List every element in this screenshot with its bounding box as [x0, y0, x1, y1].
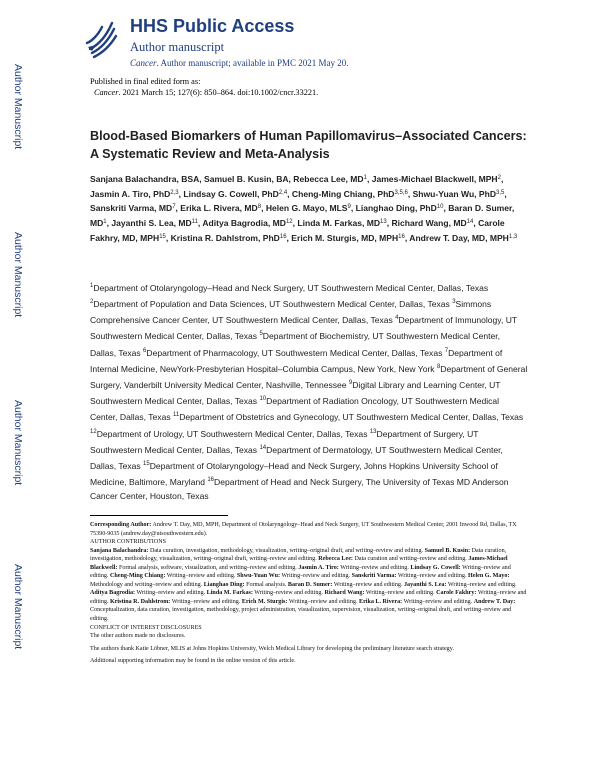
disclosures-heading: CONFLICT OF INTEREST DISCLOSURES	[90, 624, 202, 631]
affiliation: $^9$Digital Library and Learning Center, UT Southwestern Medical Center, Dallas, Texas	[90, 379, 501, 407]
affiliation: $^3$Simmons Comprehensive Cancer Center, UT Southwestern Medical Center, Dallas, Texas	[90, 299, 492, 326]
affiliation: $^{11}$Department of Obstetrics and Gynecology, UT Southwestern Medical Center, Dallas, Texas	[172, 412, 524, 423]
author-name: Rebecca Lee, $MD^1$	[293, 174, 367, 184]
acknowledgment-text: The authors thank Katie Löbner, MLIS at Johns Hopkins University, Welch Medical Library for developing the preliminary literature search strategy.	[90, 645, 454, 652]
contributor-name: Samuel B. Kusin:	[424, 547, 471, 554]
author-name: Lianghao Ding, PhD$^{10}$	[355, 203, 444, 214]
contributions-heading: AUTHOR CONTRIBUTIONS	[90, 539, 167, 546]
author-name: Baran D. Sumer, $MD^1$	[90, 203, 515, 229]
contributor-name: Sanskriti Varma:	[351, 573, 397, 580]
pmc-availability: Cancer. Author manuscript; available in PMC 2021 May 20.	[130, 58, 349, 68]
author-name: James-Michael Blackwell, MPH$^2$	[371, 174, 501, 184]
footnote-divider	[90, 515, 228, 516]
contributor-name: Jayanthi S. Lea:	[404, 581, 447, 588]
contributor-name: Cheng-Ming Chiang:	[109, 573, 166, 580]
affiliation: $^4$Department of Immunology, UT Southwestern Medical Center, Dallas, Texas	[90, 315, 517, 342]
affiliation: $^5$Department of Biochemistry, UT Southwestern Medical Center, Dallas, Texas	[90, 331, 500, 358]
contributor-name: Lianghao Ding:	[203, 581, 245, 588]
correspondence-note: Corresponding Author: Andrew T. Day, MD, MPH, Department of Otolaryngology–Head and Neck Surgery, UT Southwestern Medical Center, 2001 Inwood Rd, Dallas, TX 75390-9035 (andrew.day@utsouthwestern.edu).	[90, 522, 517, 537]
affiliation: $^{12}$Department of Urology, UT Southwestern Medical Center, Dallas, Texas	[90, 428, 368, 439]
contributor-name: Sanjana Balachandra:	[90, 547, 149, 554]
affiliation: $^6$Department of Pharmacology, UT Southwestern Medical Center, Dallas, Texas	[143, 347, 443, 358]
author-name: Helen G. Mayo, MLS$^9$	[265, 203, 351, 214]
affiliation: $^{15}$Department of Otolaryngology–Head and Neck Surgery, Johns Hopkins University School of Medicine, Baltimore, Maryland	[90, 460, 498, 488]
hhs-public-access-title: HHS Public Access	[130, 16, 295, 36]
affiliation: $^1$Department of Otolaryngology–Head and Neck Surgery, UT Southwestern Medical Center, Dallas, Texas	[90, 282, 489, 293]
contributor-name: Erika L. Rivera:	[359, 598, 403, 605]
contributor-name: Aditya Bagrodia:	[90, 590, 136, 597]
author-name: Lindsay G. Cowell, PhD$^{2,4}$	[183, 188, 288, 199]
contributor-name: Carole Fakhry:	[436, 590, 477, 597]
sidebar-author-manuscript: Author Manuscript	[12, 64, 24, 150]
contributor-name: Lindsay G. Cowell:	[410, 564, 461, 571]
author-name: Shwu-Yuan Wu, PhD$^{3,5}$	[412, 188, 505, 199]
contributor-name: Kristina R. Dahlstrom:	[109, 598, 171, 605]
affiliation: $^{16}$Department of Head and Neck Surgery, The University of Texas MD Anderson Cancer Center, Houston, Texas	[90, 477, 509, 502]
contributor-name: Linda M. Farkas:	[206, 590, 253, 597]
contributor-name: Baran D. Sumer:	[287, 581, 333, 588]
author-name: Sanjana Balachandra, BSA	[90, 174, 200, 184]
author-name: Jasmin A. Tiro, PhD$^{2,3}$	[90, 188, 179, 199]
disclosures-text: The other authors made no disclosures.	[90, 633, 186, 640]
contributor-name: Erich M. Sturgis:	[241, 598, 288, 605]
affiliation: $^{14}$Department of Dermatology, UT Southwestern Medical Center, Dallas, Texas	[90, 444, 503, 471]
footnotes	[90, 521, 530, 666]
author-name: Aditya Bagrodia, MD$^{12}$	[202, 218, 293, 229]
author-manuscript-label: Author manuscript	[130, 40, 225, 54]
contributor-name: Jasmin A. Tiro:	[298, 564, 339, 571]
affiliation: $^2$Department of Population and Data Sciences, UT Southwestern Medical Center, Dallas, Texas	[90, 299, 450, 310]
contributor-name: Helen G. Mayo:	[468, 573, 510, 580]
publication-info: Published in final edited form as: Cancer. 2021 March 15; 127(6): 850–864. doi:10.1002/cncr.33221.	[90, 77, 319, 97]
contributor-name: James-Michael Blackwell:	[90, 556, 508, 571]
sidebar-author-manuscript: Author Manuscript	[12, 400, 24, 486]
contributor-name: Richard Wang:	[324, 590, 365, 597]
affiliation: $^7$Department of Internal Medicine, NewYork-Presbyterian Hospital–Columbia Campus, New York, New York	[90, 347, 503, 374]
hhs-eagle-logo	[84, 19, 118, 59]
contributor-name: Andrew T. Day:	[473, 598, 516, 605]
author-list: Sanjana Balachandra, BSA, Samuel B. Kusin, BA, Rebecca Lee, $MD^1$, James-Michael Blackwell, MPH$^2$, Jasmin A. Tiro, PhD$^{2,3}$, Lindsay G. Cowell, PhD$^{2,4}$, Cheng-Ming Chiang, PhD$^{3,5,6}$, Shwu-Yuan Wu, PhD$^{3,5}$, Sanskriti Varma, $MD^7$, Erika L. Rivera, $MD^8$, Helen G. Mayo, MLS$^9$, Lianghao Ding, PhD$^{10}$, Baran D. Sumer, $MD^1$, Jayanthi S. Lea, MD$^{11}$, Aditya Bagrodia, MD$^{12}$, Linda M. Farkas, MD$^{13}$, Richard Wang, MD$^{14}$, Carole Fakhry, MD, MPH$^{15}$, Kristina R. Dahlstrom, PhD$^{16}$, Erich M. Sturgis, MD, MPH$^{16}$, Andrew T. Day, MD, MPH$^{1,3}$	[90, 174, 518, 243]
contributor-name: Shwu-Yuan Wu:	[236, 573, 280, 580]
affiliation: $^8$Department of General Surgery, Vanderbilt University Medical Center, Nashville, Tennessee	[90, 363, 528, 390]
author-name: Erich M. Sturgis, MD, MPH$^{16}$	[291, 232, 405, 243]
sidebar-author-manuscript: Author Manuscript	[12, 564, 24, 650]
affiliations	[90, 279, 528, 504]
author-name: Erika L. Rivera, $MD^8$	[180, 203, 262, 214]
author-name: Sanskriti Varma, $MD^7$	[90, 203, 176, 214]
author-name: Richard Wang, MD$^{14}$	[391, 218, 474, 229]
affiliation: $^{13}$Department of Surgery, UT Southwestern Medical Center, Dallas, Texas	[90, 428, 479, 455]
author-name: Kristina R. Dahlstrom, PhD$^{16}$	[170, 232, 287, 243]
author-name: Samuel B. Kusin, BA	[204, 174, 289, 184]
author-name: Jayanthi S. Lea, MD$^{11}$	[111, 218, 198, 229]
author-name: Linda M. Farkas, MD$^{13}$	[297, 218, 387, 229]
contributions-text: Sanjana Balachandra: Data curation, investigation, methodology, visualization, writing–original draft, and writing–review and editing. Samuel B. Kusin: Data curation, investigation, methodology, visualization, writing–original draft, writing–review and editing. Rebecca Lee: Data curation and writing–review and editing. James-Michael Blackwell: Formal analysis, software, visualization, and writing–review and editing. Jasmin A. Tiro: Writing–review and editing. Lindsay G. Cowell: Writing–review and editing. Cheng-Ming Chiang: Writing–review and editing. Shwu-Yuan Wu: Writing–review and editing. Sanskriti Varma: Writing–review and editing. Helen G. Mayo: Methodology and writing–review and editing. Lianghao Ding: Formal analysis. Baran D. Sumer: Writing–review and editing. Jayanthi S. Lea: Writing–review and editing. Aditya Bagrodia: Writing–review and editing. Linda M. Farkas: Writing–review and editing. Richard Wang: Writing–review and editing. Carole Fakhry: Writing–review and editing. Kristina R. Dahlstrom: Writing–review and editing. Erich M. Sturgis: Writing–review and editing. Erika L. Rivera: Writing–review and editing. Andrew T. Day: Conceptualization, data curation, investigation, methodology, project administration, visualization, supervision, visualization, writing–original draft, and writing–review and editing.	[90, 547, 527, 623]
contributor-name: Rebecca Lee:	[318, 556, 353, 563]
supporting-info-text: Additional supporting information may be found in the online version of this article.	[90, 658, 296, 665]
affiliation: $^{10}$Department of Radiation Oncology, UT Southwestern Medical Center, Dallas, Texas	[90, 396, 500, 423]
author-name: Andrew T. Day, MD, MPH$^{1,3}$	[409, 232, 518, 243]
author-name: Carole Fakhry, MD, MPH$^{15}$	[90, 218, 505, 243]
sidebar-author-manuscript: Author Manuscript	[12, 232, 24, 318]
author-name: Cheng-Ming Chiang, PhD$^{3,5,6}$	[291, 188, 408, 199]
article-title: Blood-Based Biomarkers of Human Papillomavirus–Associated Cancers: A Systematic Review and Meta-Analysis	[90, 129, 527, 161]
